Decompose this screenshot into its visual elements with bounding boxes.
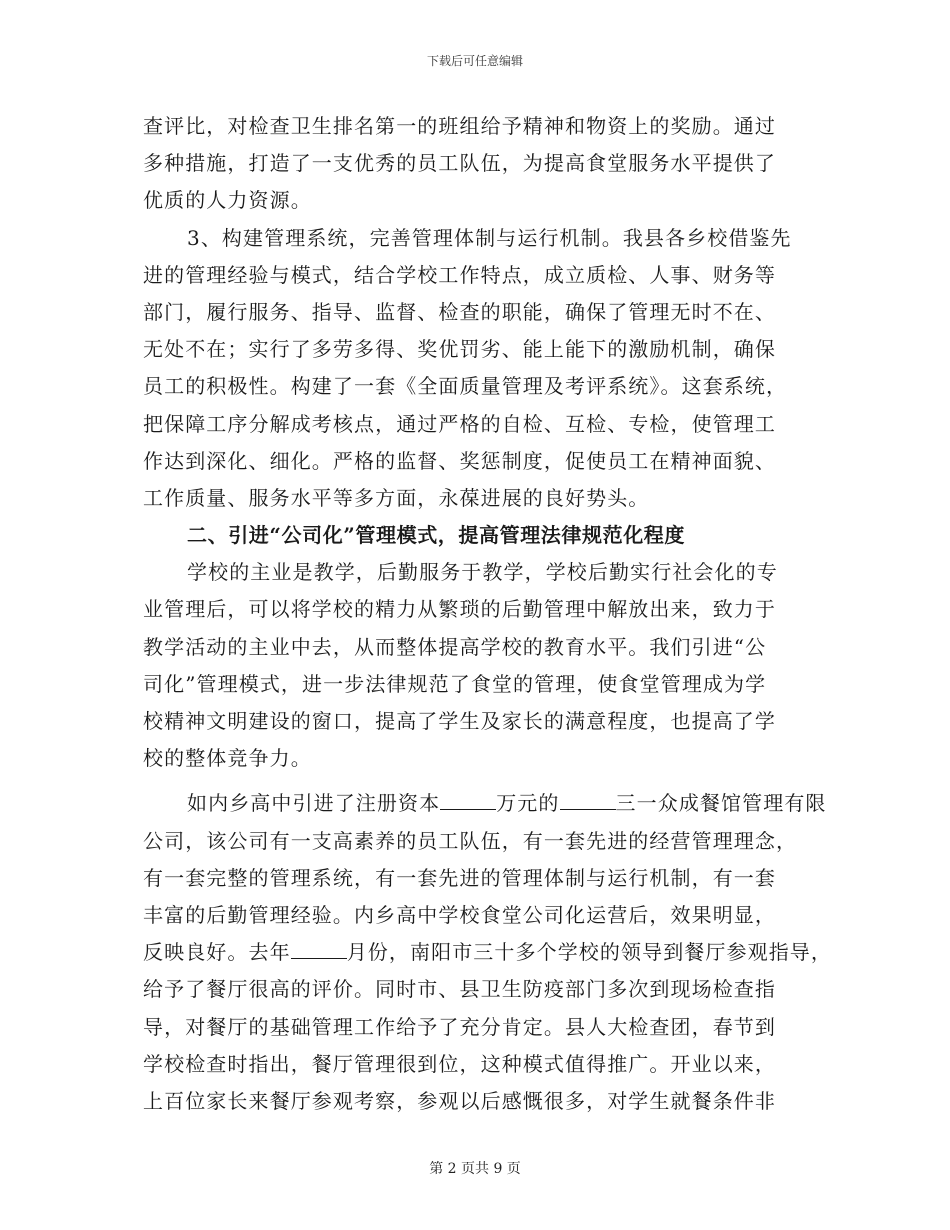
- text-segment: 反映良好。去年: [143, 940, 291, 965]
- text-line: 丰富的后勤管理经验。内乡高中学校食堂公司化运营后，效果明显，: [143, 902, 776, 927]
- text-line: 学校的主业是教学，后勤服务于教学，学校后勤实行社会化的专: [187, 560, 778, 585]
- text-line: 把保障工序分解成考核点，通过严格的自检、互检、专检，使管理工: [143, 411, 776, 436]
- text-line: 部门，履行服务、指导、监督、检查的职能，确保了管理无时不在、: [143, 299, 776, 324]
- text-line: 3、构建管理系统，完善管理体制与运行机制。我县各乡校借鉴先: [187, 225, 792, 250]
- text-line: 校的整体竞争力。: [143, 746, 312, 771]
- text-line: 教学活动的主业中去，从而整体提高学校的教育水平。我们引进“公: [143, 634, 767, 659]
- text-line: 工作质量、服务水平等多方面，永葆进展的良好势头。: [143, 485, 650, 510]
- text-line: 司化”管理模式，进一步法律规范了食堂的管理，使食堂管理成为学: [143, 671, 767, 696]
- text-line: 学校检查时指出，餐厅管理很到位，这种模式值得推广。开业以来，: [143, 1051, 776, 1076]
- page-header: 下载后可任意编辑: [426, 54, 523, 68]
- text-line: 导，对餐厅的基础管理工作给予了充分肯定。县人大检查团，春节到: [143, 1014, 776, 1039]
- text-line: 公司，该公司有一支高素养的员工队伍，有一套先进的经营管理理念，: [143, 828, 798, 853]
- text-line: [143, 785, 827, 822]
- text-line: 有一套完整的管理系统，有一套先进的管理体制与运行机制，有一套: [143, 865, 776, 890]
- text-line: 校精神文明建设的窗口，提高了学生及家长的满意程度，也提高了学: [143, 709, 776, 733]
- fill-blank: [440, 791, 496, 810]
- text-line: 无处不在；实行了多劳多得、奖优罚劣、能上能下的激励机制，确保: [143, 337, 776, 362]
- fill-blank: [291, 940, 347, 959]
- section-heading: 二、引进“公司化”管理模式，提高管理法律规范化程度: [187, 523, 686, 548]
- text-segment: 万元的: [496, 791, 560, 816]
- fill-blank: [560, 791, 616, 810]
- text-line: 给予了餐厅很高的评价。同时市、县卫生防疫部门多次到现场检查指: [143, 977, 776, 1002]
- text-line: 上百位家长来餐厅参观考察，参观以后感慨很多，对学生就餐条件非: [143, 1088, 776, 1113]
- text-segment: 三一众成餐馆管理有限: [615, 791, 827, 816]
- text-line: 查评比，对检查卫生排名第一的班组给予精神和物资上的奖励。通过: [143, 114, 776, 138]
- text-line: 员工的积极性。构建了一套《全面质量管理及考评系统》。这套系统，: [143, 374, 788, 399]
- text-line: 多种措施，打造了一支优秀的员工队伍，为提高食堂服务水平提供了: [143, 151, 776, 176]
- page-footer: 第 2 页共 9 页: [429, 1161, 521, 1177]
- text-line: 作达到深化、细化。严格的监督、奖惩制度，促使员工在精神面貌、: [143, 448, 776, 473]
- text-line: 优质的人力资源。: [143, 188, 312, 213]
- text-segment: 如内乡高中引进了注册资本: [187, 791, 441, 816]
- document-body: [143, 108, 833, 1120]
- text-segment: 月份，南阳市三十多个学校的领导到餐厅参观指导，: [346, 940, 833, 965]
- text-line: 业管理后，可以将学校的精力从繁琐的后勤管理中解放出来，致力于: [143, 597, 776, 622]
- text-line: [143, 934, 833, 971]
- text-line: 进的管理经验与模式，结合学校工作特点，成立质检、人事、财务等: [143, 262, 776, 287]
